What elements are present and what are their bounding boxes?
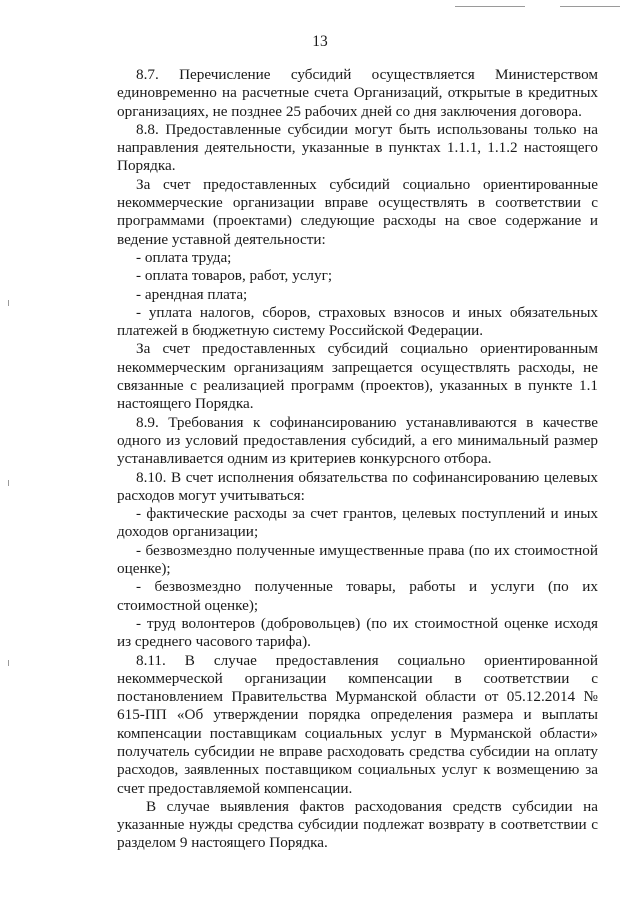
page-number: 13 <box>312 33 328 50</box>
expense-item: - оплата товаров, работ, услуг; <box>136 267 333 285</box>
scan-artifact-top-right-2 <box>560 6 620 7</box>
cofinancing-item: - труд волонтеров (добровольцев) (по их стоимостной оценке исходя из среднего часового тарифа). <box>117 614 598 651</box>
cofinancing-item: - безвозмездно полученные товары, работы и услуги (по их стоимостной оценке); <box>117 578 598 614</box>
paragraph-8-8: 8.8. Предоставленные субсидии могут быть использованы только на направления деятельности, указанные в пунктах 1.1.1, 1.1.2 настоящего Порядка. <box>117 120 598 175</box>
scan-artifact-left-edge <box>8 300 9 306</box>
cofinancing-item: - фактические расходы за счет грантов, целевых поступлений и иных доходов организации; <box>117 505 598 541</box>
scan-artifact-left-edge-2 <box>8 480 9 486</box>
paragraph-8-10: 8.10. В счет исполнения обязательства по софинансированию целевых расходов могут учитываться: <box>117 468 598 504</box>
scan-artifact-top-right <box>455 6 525 7</box>
paragraph-8-11: 8.11. В случае предоставления социально ориентированной некоммерческой организации компенсации в соответствии с постановлением Правительства Мурманской области от 05.12.2014 № 615-ПП «Об утверждении порядка определения размера и выплаты компенсации поставщикам социальных услуг в Мурманской области» получатель субсидии не вправе расходовать средства субсидии на оплату расходов, заявленных поставщиком социальных услуг к возмещению за счет предоставляемой компенсации. <box>117 651 598 797</box>
paragraph-refund: В случае выявления фактов расходования средств субсидии на указанные нужды средства субсидии подлежат возврату в соответствии с разделом 9 настоящего Порядка. <box>117 797 598 852</box>
document-body <box>117 66 598 853</box>
paragraph-expenses-intro: За счет предоставленных субсидий социально ориентированные некоммерческие организации вправе осуществлять в соответствии с программами (проектами) следующие расходы на свое содержание и ведение уставной деятельности: <box>117 175 598 248</box>
expense-item: - арендная плата; <box>136 285 248 303</box>
paragraph-prohibited-expenses: За счет предоставленных субсидий социально ориентированным некоммерческим организациям запрещается осуществлять расходы, не связанные с реализацией программ (проектов), указанных в пункте 1.1 настоящего Порядка. <box>117 340 598 413</box>
scan-artifact-left-edge-3 <box>8 660 9 666</box>
paragraph-8-7: 8.7. Перечисление субсидий осуществляется Министерством единовременно на расчетные счета Организаций, открытые в кредитных организациях, не позднее 25 рабочих дней со дня заключения договора. <box>117 66 598 120</box>
expense-item: - оплата труда; <box>136 248 232 266</box>
cofinancing-item: - безвозмездно полученные имущественные права (по их стоимостной оценке); <box>117 541 598 578</box>
expense-item: - уплата налогов, сборов, страховых взносов и иных обязательных платежей в бюджетную систему Российской Федерации. <box>117 303 598 340</box>
paragraph-8-9: 8.9. Требования к софинансированию устанавливаются в качестве одного из условий предоставления субсидий, а его минимальный размер устанавливается одним из критериев конкурсного отбора. <box>117 413 598 468</box>
